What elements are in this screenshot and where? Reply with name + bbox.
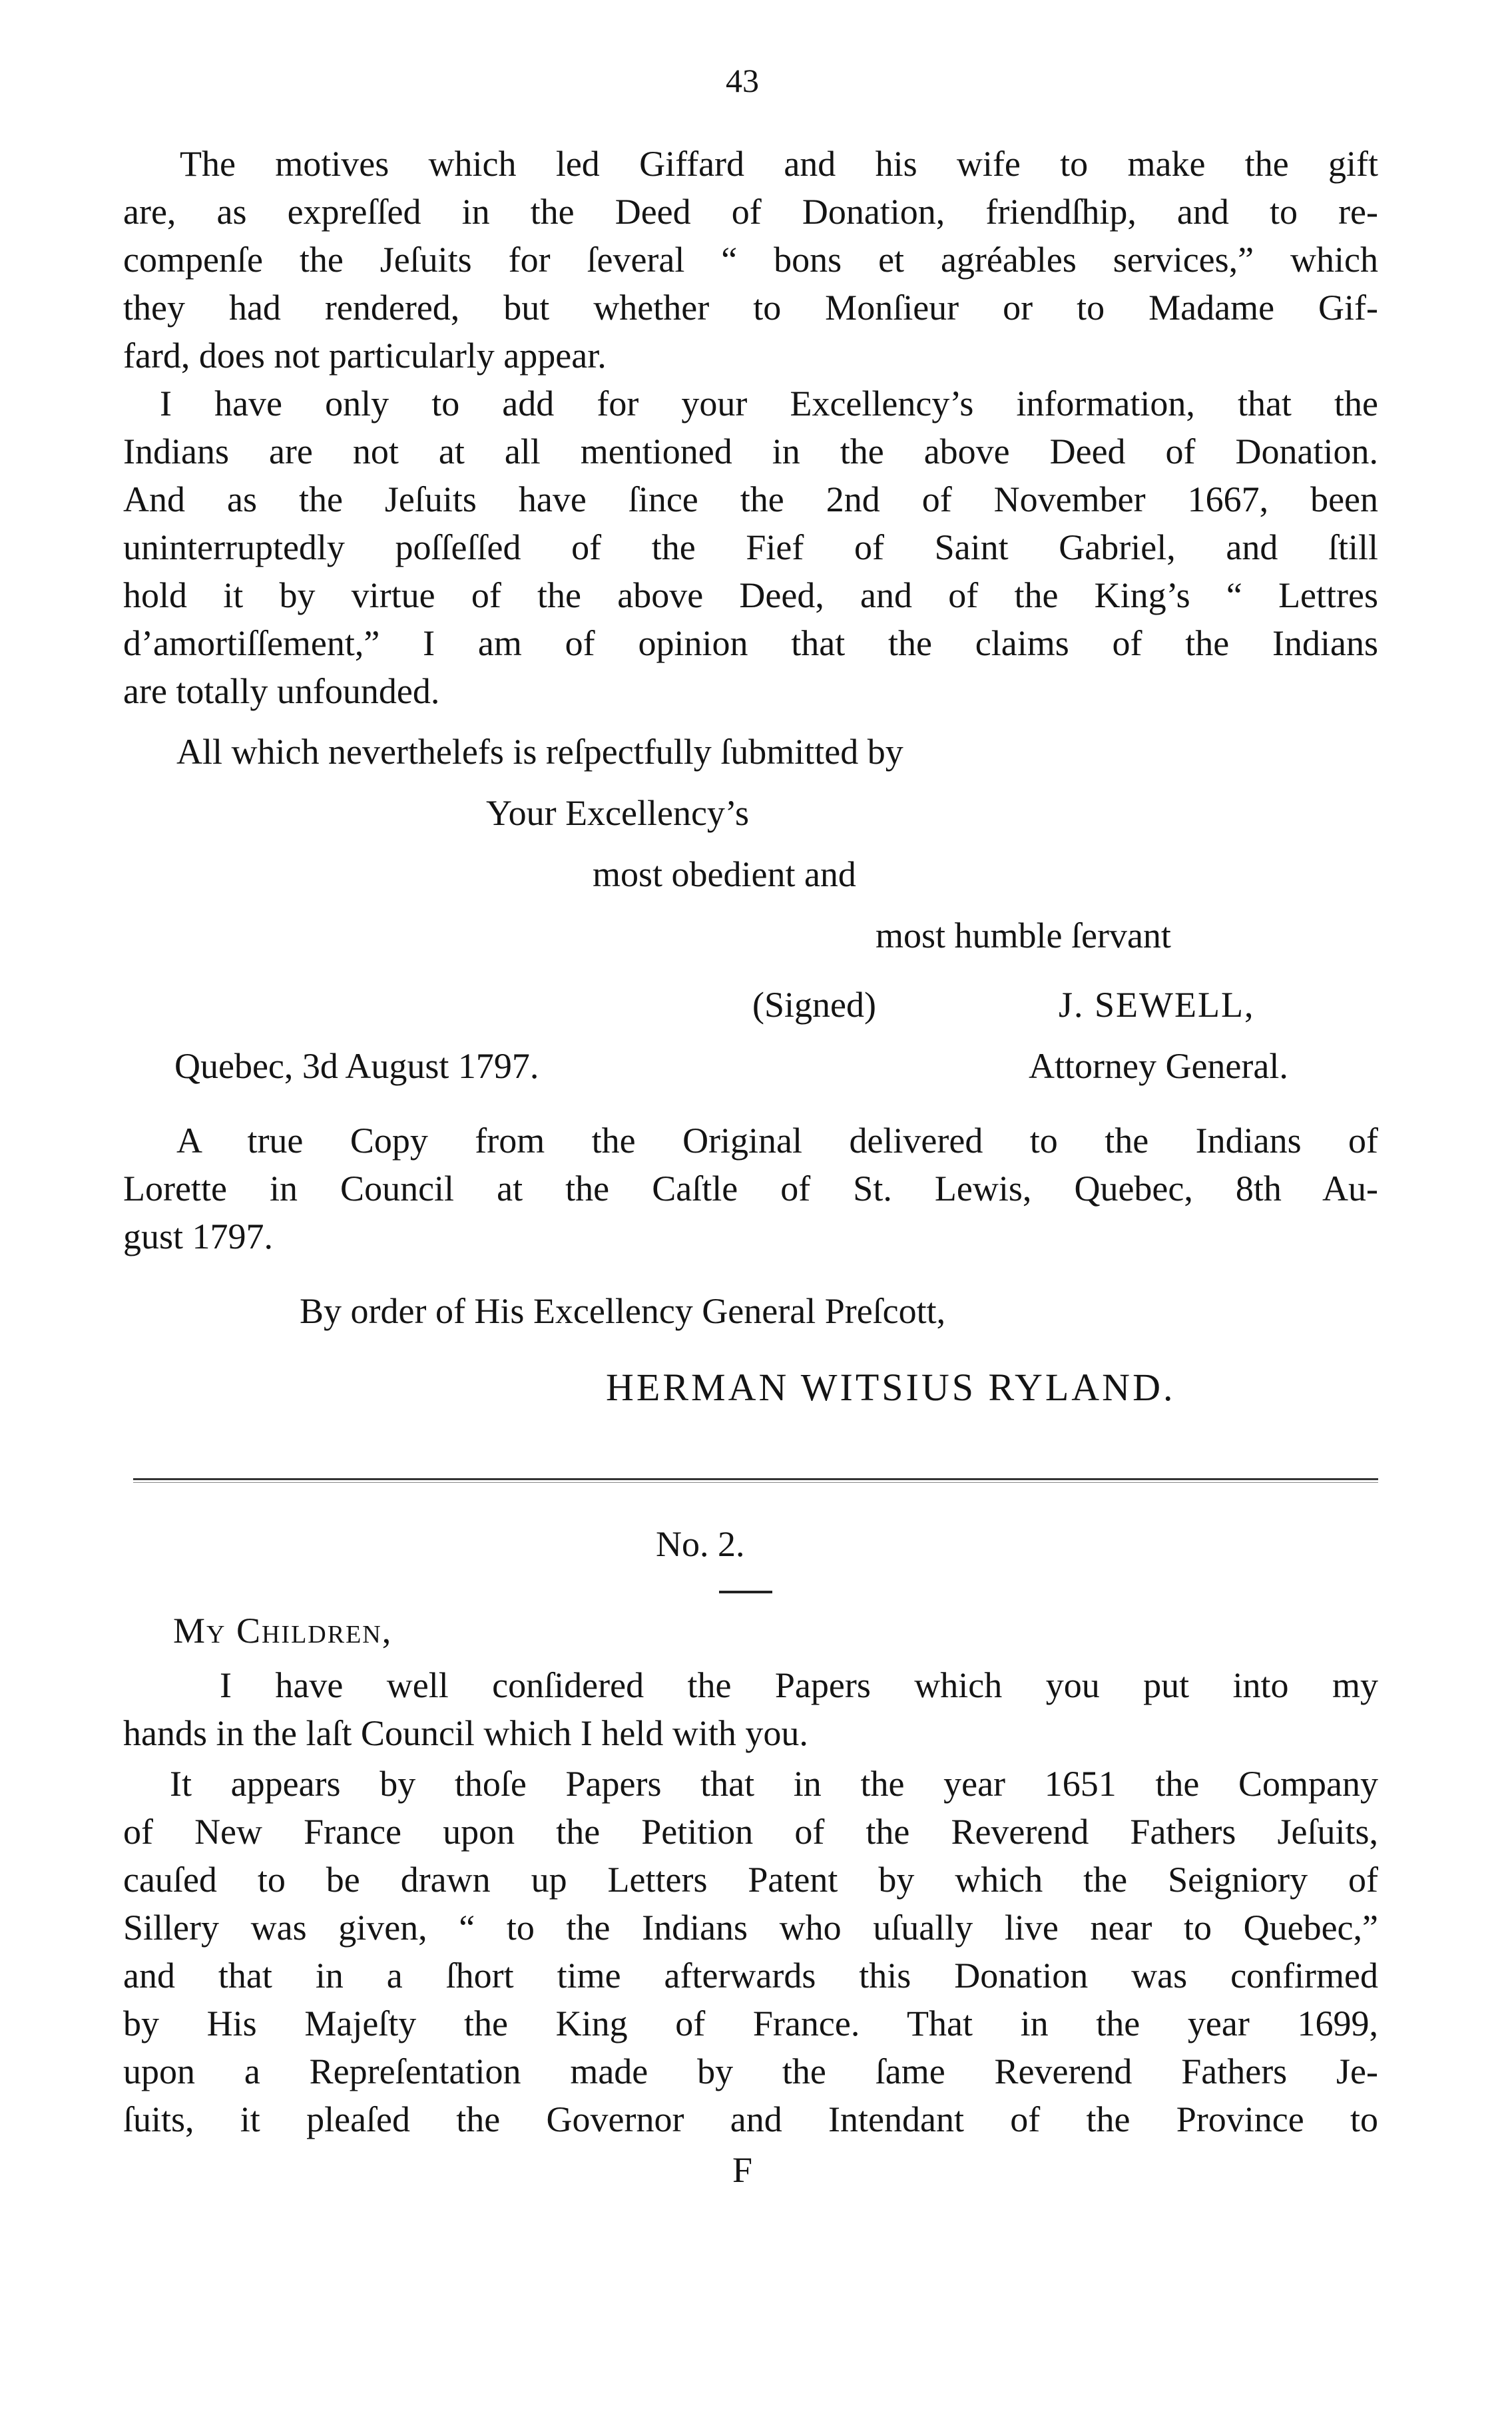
paragraph-1-line-3: compenſe the Jeſuits for ſeveral “ bons et agréables services,” which [123,240,1378,280]
copy-note-line-1: A true Copy from the Original delivered to the Indians of [176,1121,1378,1161]
section-2-para-2-line-1: It appears by thoſe Papers that in the year 1651 the Company [170,1764,1378,1804]
place-date: Quebec, 3d August 1797. [174,1046,539,1086]
closing-line-4: most humble ſervant [876,916,1171,955]
closing-line-3: most obedient and [593,854,856,894]
heading-dash [719,1591,772,1593]
paragraph-2-line-6: d’amortiſſement,” I am of opinion that the claims of the Indians [123,623,1378,663]
paragraph-2-line-3: And as the Jeſuits have ſince the 2nd of November 1667, been [123,479,1378,519]
signed-label: (Signed) [752,985,876,1025]
signer-name: J. SEWELL, [1059,985,1255,1025]
section-2-heading: No. 2. [656,1524,745,1564]
section-2-para-2-line-2: of New France upon the Petition of the Reverend Fathers Jeſuits, [123,1812,1378,1852]
section-divider-thin [133,1482,1378,1483]
section-2-para-2-line-3: cauſed to be drawn up Letters Patent by which the Seigniory of [123,1860,1378,1900]
copy-note-line-3: gust 1797. [123,1216,274,1256]
signature-mark: F [732,2150,753,2190]
paragraph-2-line-1: I have only to add for your Excellency’s information, that the [160,384,1378,423]
page-number: 43 [726,62,759,99]
section-2-para-1-line-1: I have well conſidered the Papers which you put into my [220,1665,1378,1705]
order-line: By order of His Excellency General Preſcott, [300,1291,946,1331]
paragraph-1-line-4: they had rendered, but whether to Monſieur or to Madame Gif- [123,288,1378,328]
section-2-para-2-line-5: and that in a ſhort time afterwards this Donation was confirmed [123,1956,1378,1996]
salutation: My Children, [173,1611,393,1651]
paragraph-2-line-5: hold it by virtue of the above Deed, and of the King’s “ Lettres [123,575,1378,615]
paragraph-2-line-4: uninterruptedly poſſeſſed of the Fief of Saint Gabriel, and ſtill [123,527,1378,567]
paragraph-1-line-5: fard, does not particularly appear. [123,336,607,376]
paragraph-2-line-2: Indians are not at all mentioned in the above Deed of Donation. [123,431,1378,471]
ryland-name: HERMAN WITSIUS RYLAND. [606,1366,1176,1409]
section-divider [133,1478,1378,1480]
paragraph-1-line-2: are, as expreſſed in the Deed of Donation, friendſhip, and to re- [123,192,1378,232]
closing-line-2: Your Excellency’s [486,793,749,833]
closing-line-1: All which neverthelefs is reſpectfully ſubmitted by [176,732,903,772]
copy-note-line-2: Lorette in Council at the Caſtle of St. Lewis, Quebec, 8th Au- [123,1169,1378,1208]
paragraph-2-line-7: are totally unfounded. [123,671,440,711]
section-2-para-1-line-2: hands in the laſt Council which I held with you. [123,1713,808,1753]
section-2-para-2-line-7: upon a Repreſentation made by the ſame Reverend Fathers Je- [123,2051,1378,2091]
section-2-para-2-line-8: ſuits, it pleaſed the Governor and Intendant of the Province to [123,2099,1378,2139]
signer-title: Attorney General. [1029,1046,1288,1086]
paragraph-1-line-1: The motives which led Giffard and his wife to make the gift [180,144,1378,184]
section-2-para-2-line-4: Sillery was given, “ to the Indians who uſually live near to Quebec,” [123,1908,1378,1948]
section-2-para-2-line-6: by His Majeſty the King of France. That in the year 1699, [123,2004,1378,2043]
